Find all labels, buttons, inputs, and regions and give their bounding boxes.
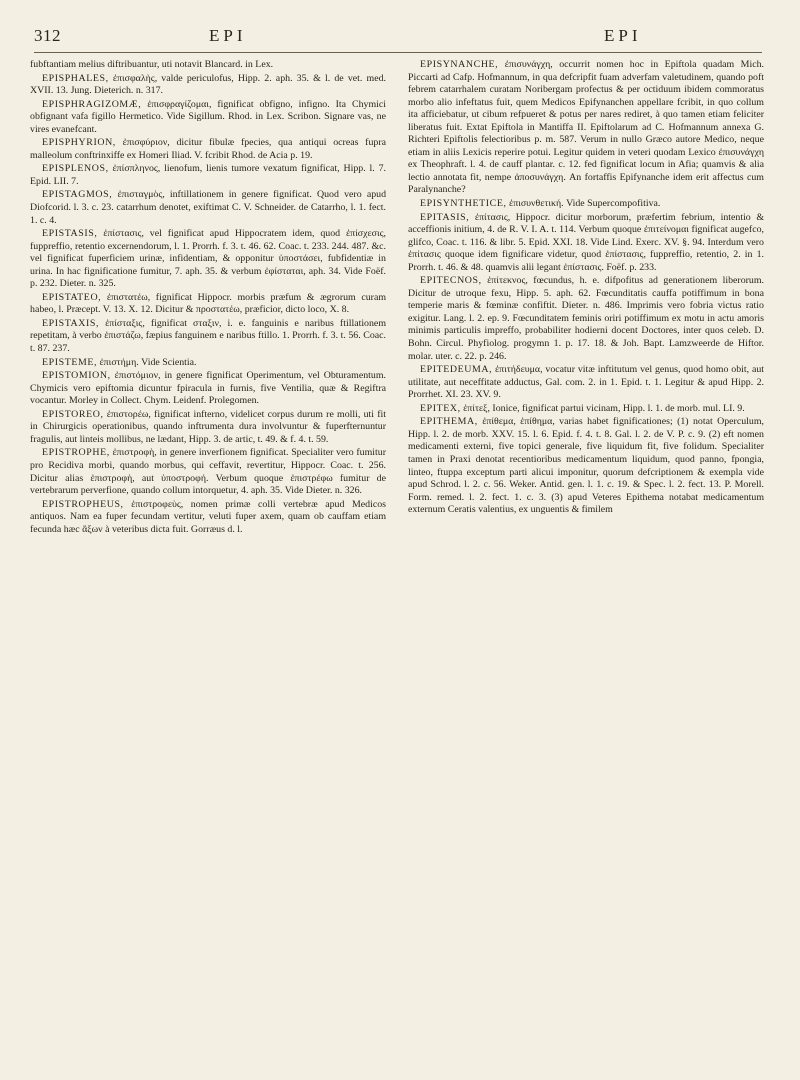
- text-columns: [30, 59, 770, 537]
- page-number: 312: [34, 26, 61, 45]
- dictionary-entry: [30, 447, 386, 497]
- dictionary-entry: [408, 59, 764, 197]
- running-head-right: EPI: [604, 26, 642, 45]
- entry-headword: EPISTROPHEUS,: [42, 498, 124, 510]
- dictionary-entry: [408, 416, 764, 516]
- entry-text: ἐπισυνθετική. Vide Supercompofitiva.: [509, 198, 661, 210]
- dictionary-entry: [30, 409, 386, 447]
- entry-text: ἐπιστατέω, fignificat Hippocr. morbis præfum & ægrorum curam habeo, l. Præcept. V. 13. X. 12. Dicitur & προστατέω, præficior, dicto loco, X. 8.: [30, 291, 387, 316]
- entry-text: ἐπίτασις, Hippocr. dicitur morborum, præfertim febrium, intentio & acceffionis initium, 4. de R. V. I. A. t. 114. Verbum quoque ἐπιτείνομαι fignificat augefco, glifco, Coac. t. 116. & libr. 5. Epid. XXI. 18. Vide Lind. Exerc. XV. §. 94. Interdum vero ἐπίτασις quoque idem fignificare videtur, quod ἐπίστασις, fuppreffio, retentio, 2. in 1. Prorrh. t. 46. & 48. quamvis alii legant ἐπίστασις. Foëf. p. 233.: [408, 211, 765, 273]
- dictionary-entry: [30, 137, 386, 162]
- entry-text: ἐπισταγμὸς, inftillationem in genere fignificat. Quod vero apud Diofcorid. l. 3. c. 23. catarrhum denotet, exiftimat C. V. Schneider. de Catarrho, l. 1. fect. 1. c. 4.: [30, 189, 387, 226]
- entry-headword: EPISTASIS,: [42, 228, 98, 240]
- dictionary-entry: [30, 292, 386, 317]
- page-header: [34, 26, 762, 53]
- entry-headword: EPISPHALES,: [42, 72, 109, 84]
- dictionary-entry: [30, 370, 386, 408]
- entry-text: ἐπιστορέω, fignificat infterno, videlicet corpus durum re molli, uti fit in Chirurgicis operationibus, quando inftrumenta dura involvuntur & fuperfternuntur fragulis, aut linteis mollibus, ne lædant, Hipp. 3. de artic, t. 49. & f. 4. t. 59.: [30, 408, 387, 445]
- dictionary-entry: [408, 198, 764, 211]
- entry-headword: EPISYNTHETICE,: [420, 198, 507, 210]
- dictionary-entry: [30, 318, 386, 356]
- entry-text: ἐπίσπληνος, lienofum, lienis tumore vexatum fignificat, Hipp. l. 7. Epid. LII. 7.: [30, 163, 387, 187]
- entry-text: ἐπιστροφεὺς, nomen primæ colli vertebræ apud Medicos antiquos. Nam ea fuper fecundam vertitur, veluti fuper axem, quam ob cauffam etiam fecunda hæc ἄξων à veteribus dicta fuit. Gorræus d. l.: [30, 498, 386, 535]
- entry-text: ἐπίστασις, vel fignificat apud Hippocratem idem, quod ἐπίσχεσις, fuppreffio, retentio excernendorum, l. 1. Prorrh. f. 3. t. 46. 62. Coac. t. 233. 244. 487. &c. vel fignificat fuperficiem urinæ, infidentiam, & opponitur ὑποστάσει, fubfidentiæ in urina. In hac fignificatione fumitur, 7. aph. 35. & verbum ἐφίσταται, aph. 34. Vide Foëf. p. 232. Dieter. n. 325.: [30, 228, 386, 290]
- dictionary-entry: [30, 73, 386, 98]
- entry-text: ἐπιτήδευμα, vocatur vitæ inftitutum vel genus, quod homo obit, aut utilitate, aut neceffitate adductus, Gal. com. 2. in 1. Epid. t. 1. Legitur & apud Hipp. 2. Prorrhet. XI. 23. XV. 9.: [408, 364, 765, 401]
- dictionary-entry: [30, 59, 386, 72]
- dictionary-entry: [408, 403, 764, 416]
- entry-headword: EPITEDEUMA,: [420, 364, 493, 376]
- entry-text: ἐπίθεμα, ἐπίθημα, varias habet fignificationes; (1) notat Operculum, Hipp. l. 2. de morb. XXV. 15. l. 6. Epid. f. 4. t. 8. Gal. l. 2. de V. P. c. 9. (2) eft nomen medicamenti externi, five topici generale, five liquidum fit, five folidum. Specialiter tamen in Praxi denotat recentioribus medicamentum liquidum, quod panno, fpongia, linteo, ftuppa exceptum parti alicui imponitur, quorum defcriptionem & exempla vide apud Schrod. l. 2. c. 56. Weker. Antid. gen. l. 1. c. 19. & Spec. l. 2. fect. 13. P. Morell. Form. remed. l. 2. fect. 1. c. 3. (3) apud Veteres Epithema notabat medicamentum externum Ceratis valentius, ex unguentis & fimilem: [408, 416, 764, 516]
- entry-text: ἐπισυνάγχη, occurrit nomen hoc in Epiftola quadam Mich. Piccarti ad Cafp. Hofmannum, in qua defcripfit fuam adverfam valetudinem, quando poft febrem catarrhalem curatam Noribergam profectus & per octiduum ibidem commoratus morbo alio infeftatus fuit, quem Medicos Epifynanchen appellare fcribit, in quo collum ita afficiebatur, ut cibum refpueret & potus per nares rediret, à quo tamen etiam feliciter liberatus fuit. Extat Epiftola in Mantiffa II. Epiftolarum ad C. Hofmannum annexa G. Richteri Epiftolis felectioribus p. m. 587. Verum in nullo Græco autore Medico, neque etiam in aliis Lexicis reperire potui. Legitur quidem in veteri quodam Lexico ἐπισυνάγχη ex Theophraft. l. 4. de cauff plantar. c. 12. fed fignificat locum in Afia; quamvis & alia lectio annotata fit, nempe ἀποσυνάγχη. An fortaffis Epifynanche idem erit affectus cum Paralynanche?: [408, 59, 764, 196]
- entry-headword: EPISTATEO,: [42, 291, 102, 303]
- entry-headword: EPISPHYRION,: [42, 137, 116, 149]
- dictionary-entry: [30, 228, 386, 291]
- dictionary-entry: [30, 189, 386, 227]
- entry-headword: EPISTOREO,: [42, 408, 104, 420]
- entry-text: ἐπίσταξις, fignificat σταξιν, i. e. fanguinis e naribus ftillationem repetitam, à verbo ἐπιστάζω, fæpius fanguinem e naribus ftillo. 1. Prorrh. f. 3. t. 56. Coac. t. 87. 237.: [30, 317, 387, 355]
- entry-text: ἐπιστήμη. Vide Scientia.: [99, 356, 197, 368]
- entry-headword: EPITECNOS,: [420, 275, 482, 287]
- entry-headword: EPISTAXIS,: [42, 317, 100, 329]
- entry-headword: EPISYNANCHE,: [420, 59, 499, 70]
- entry-headword: EPITASIS,: [420, 211, 470, 223]
- running-head-left: EPI: [209, 26, 247, 45]
- dictionary-entry: [30, 99, 386, 137]
- dictionary-entry: [30, 499, 386, 537]
- dictionary-entry: [30, 163, 386, 188]
- entry-text: ἐπίτεκνος, fœcundus, h. e. difpofitus ad generationem liberorum. Dicitur de utroque fexu, Hipp. 5. aph. 62. Fœcunditatis cauffa potiffimum in bona temperie maris & fœminæ confiftit. Dieter. n. 486. Imprimis vero fobria victus ratio exigitur. Lang. l. 2. ep. 9. Fœcunditatem feminis oriri potiffimum ex motu in actu amoris minimis particulis impreffo, probabiliter hodierni docent Doctores, inter quos celeb. D. Bohn. Circul. Phyfiolog. progymn 1. p. 17. 18. & Joh. Bapt. Lamzweerde de Hiftor. molar. uter. c. 22. p. 246.: [408, 275, 765, 362]
- entry-headword: EPISTEME,: [42, 356, 98, 368]
- entry-text: ἐπιστόμιον, in genere fignificat Operimentum, vel Obturamentum. Chymicis vero epiftomia dicuntur fpiracula in furnis, five Ventilia, quæ & Regiftra vocantur. Morley in Collect. Chym. Leidenf. Prolegomen.: [30, 370, 386, 407]
- entry-headword: EPISPHRAGIZOMÆ,: [42, 98, 142, 110]
- dictionary-entry: [408, 212, 764, 275]
- entry-headword: EPISTOMION,: [42, 370, 111, 382]
- right-column: [408, 59, 764, 537]
- entry-text: ἐπιστροφὴ, in genere inverfionem fignificat. Specialiter vero fumitur pro Recidiva morbi, quando morbus, qui ceffavit, revertitur, Hippocr. Coac. t. 256. Dicitur alias ἐπιστροφὴ, aut ὑποστροφή. Verbum quoque ἐπιστρέφω fumitur de vertebrarum perverfione, quando collum intorquetur, 4. aph. 35. Vide Dieter. n. 326.: [30, 447, 386, 497]
- dictionary-entry: [408, 364, 764, 402]
- entry-headword: EPISTROPHE,: [42, 447, 110, 459]
- entry-headword: EPISTAGMOS,: [42, 189, 113, 201]
- entry-text: ἐπίτεξ, Ionice, fignificat partui vicinam, Hipp. l. 1. de morb. mul. LI. 9.: [463, 402, 745, 414]
- entry-text: ἐπισφύριον, dicitur fibulæ fpecies, qua antiqui ocreas fupra malleolum conftrinxiffe ex Homeri Iliad. V. fcribit Rhod. de Acia p. 19.: [30, 137, 387, 161]
- entry-headword: EPISPLENOS,: [42, 163, 109, 175]
- left-column: [30, 59, 386, 537]
- entry-headword: EPITEX,: [420, 402, 461, 414]
- entry-text: ἐπισφραγίζομαι, fignificat obfigno, infigno. Ita Chymici obfignant vafa figillo Hermetico. Vide Sigillum. Rhod. in Lex. Scribon. Signare vas, ne vires evanefcant.: [30, 98, 387, 135]
- entry-headword: EPITHEMA,: [420, 416, 478, 428]
- dictionary-entry: [30, 357, 386, 370]
- dictionary-entry: [408, 275, 764, 363]
- entry-text: fubftantiam melius diftribuantur, uti notavit Blancard. in Lex.: [30, 59, 274, 70]
- entry-text: ἐπισφαλὴς, valde periculofus, Hipp. 2. aph. 35. & l. de vet. med. XVII. 13. Jung. Dieterich. n. 317.: [30, 72, 386, 97]
